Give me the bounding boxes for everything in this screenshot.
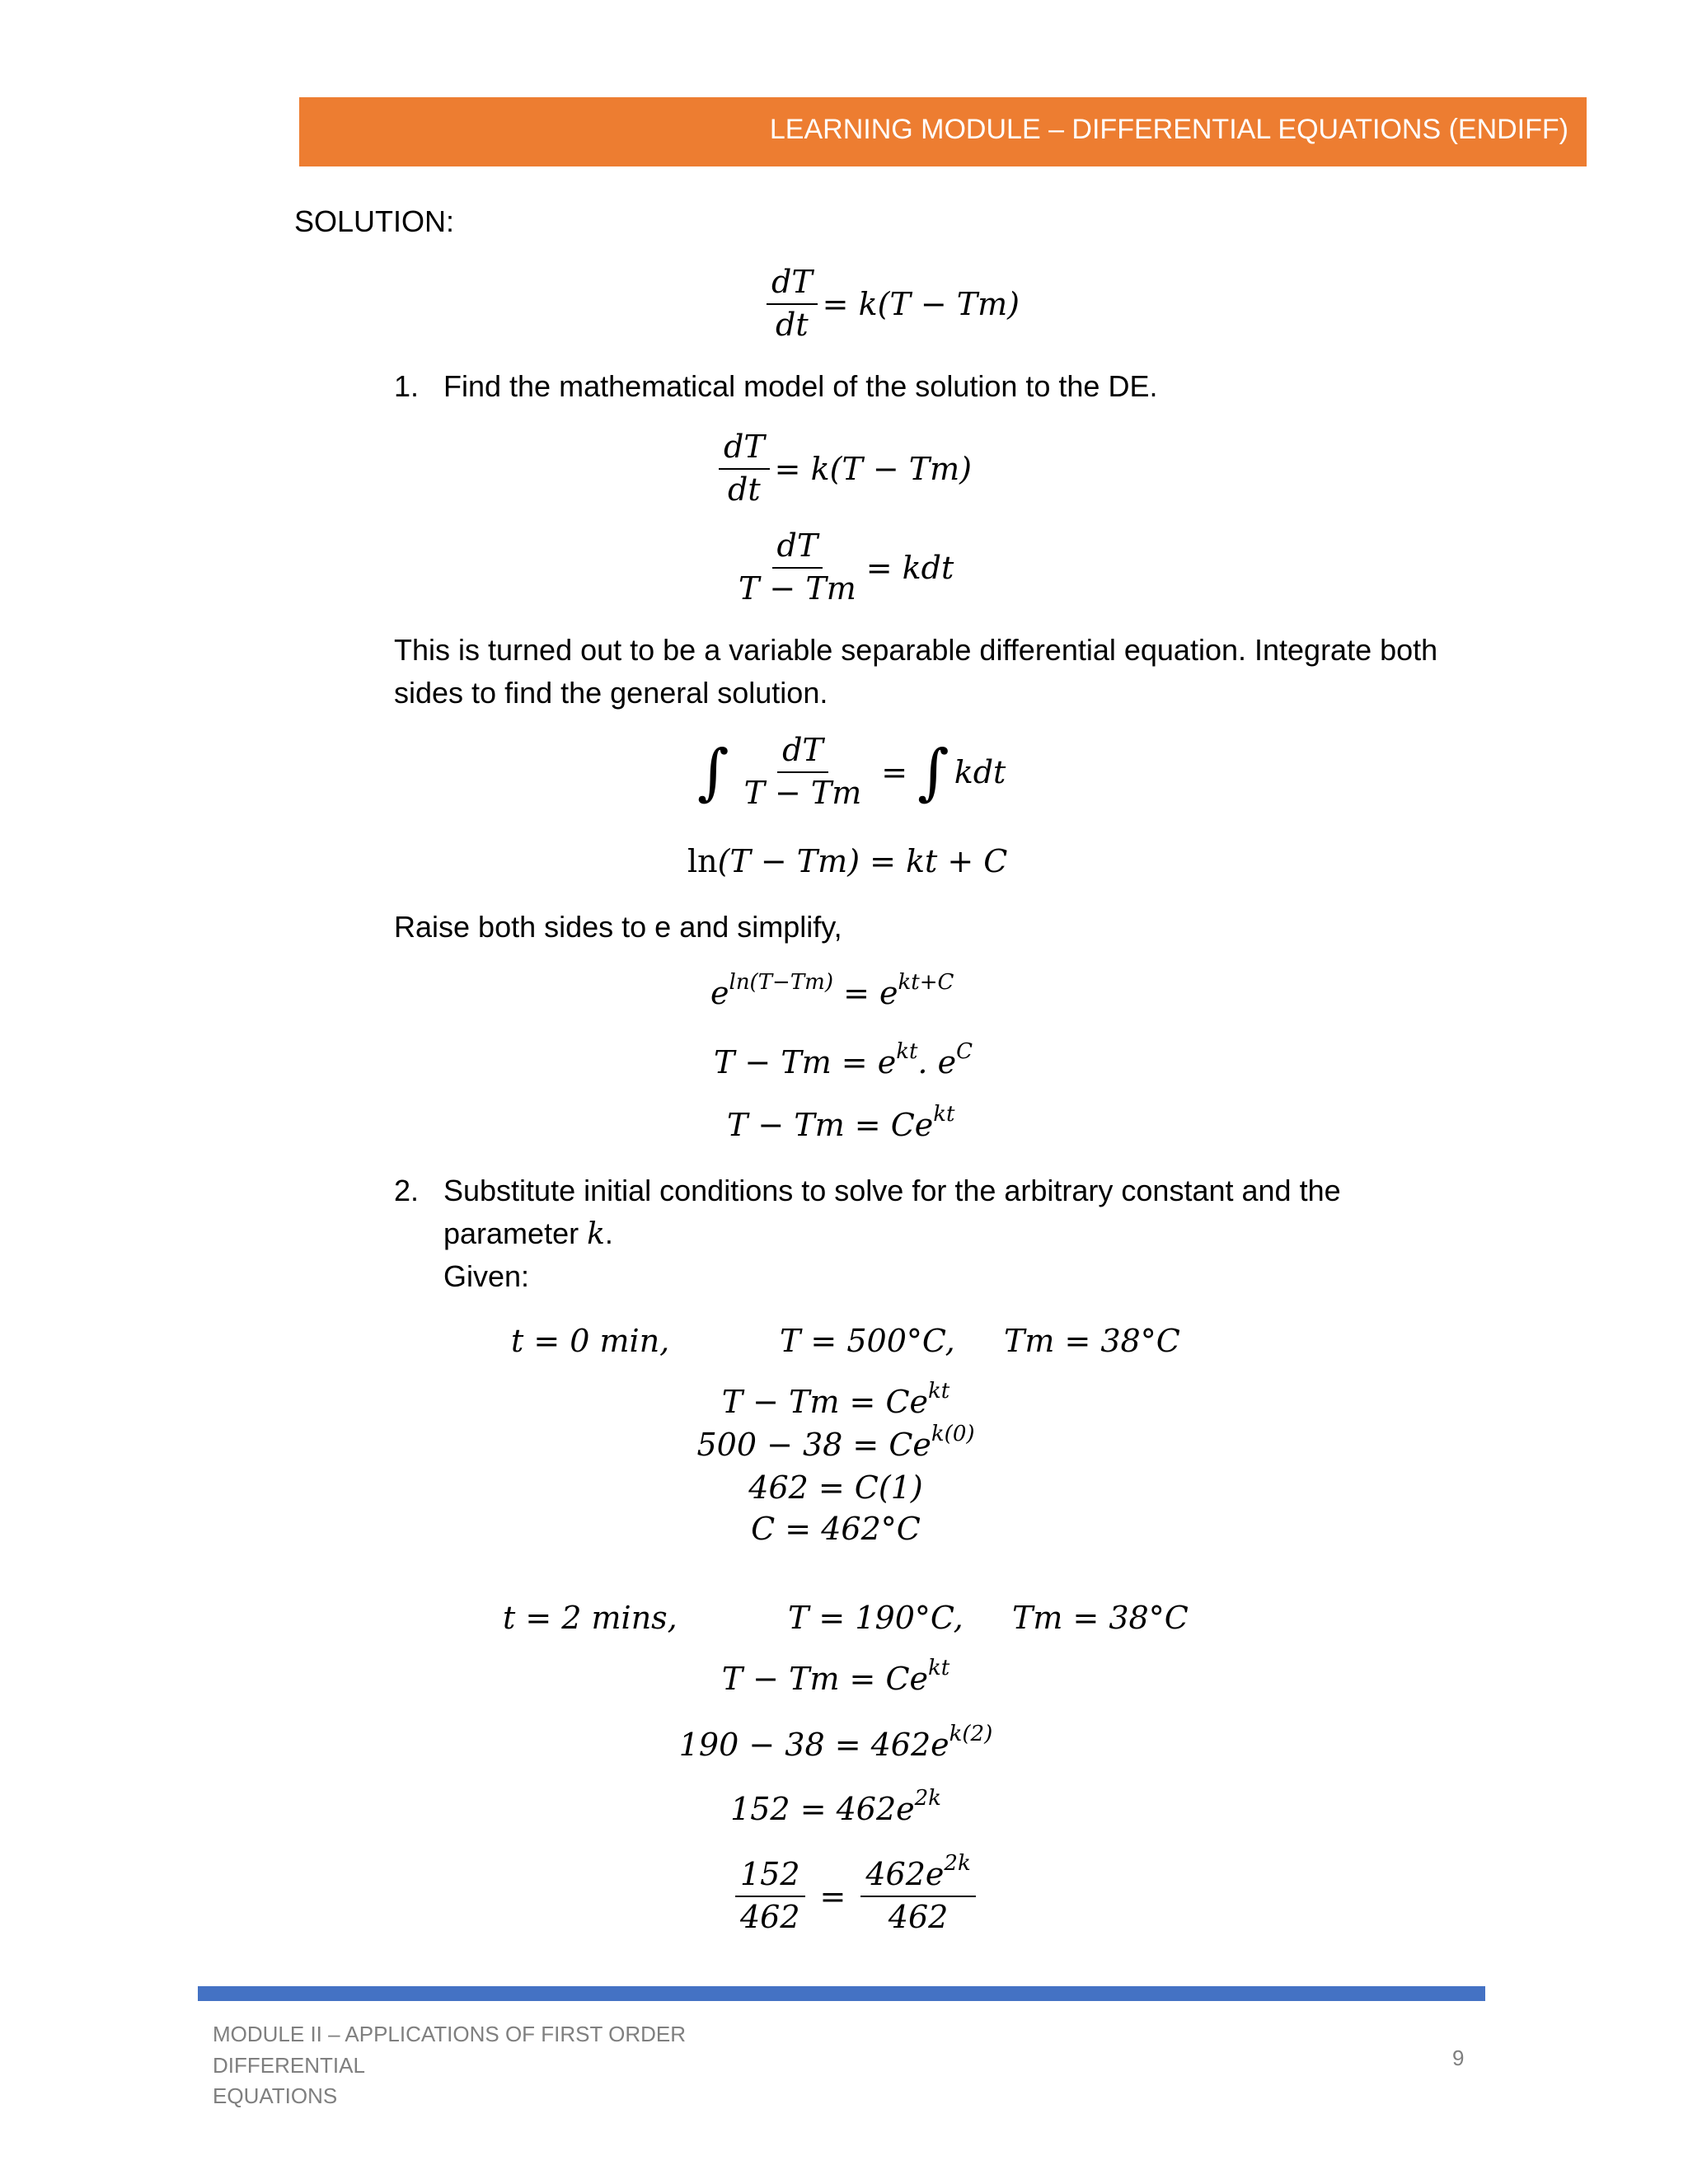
step2-line2	[443, 1216, 613, 1251]
main: 152 = 462e	[730, 1791, 915, 1827]
fraction	[739, 733, 867, 811]
denominator: dt	[728, 471, 761, 508]
given1-t: t = 0 min,	[511, 1323, 670, 1359]
exponent: k(0)	[931, 1422, 975, 1446]
equation-final-fraction	[730, 1851, 981, 1935]
fraction	[719, 430, 770, 508]
rhs: = k(T − Tm)	[822, 285, 1020, 322]
ln-rest: (T − Tm) = kt + C	[717, 843, 1008, 879]
lhs: T − Tm = Ce	[727, 1107, 934, 1143]
numerator: dT	[719, 430, 770, 470]
given2-Tm: Tm = 38°C	[1012, 1600, 1189, 1636]
calc1-line-4	[663, 1511, 1009, 1547]
equation-step1-b	[729, 529, 954, 607]
equation-exp-2	[714, 1039, 973, 1080]
equation-exp-1	[710, 970, 954, 1011]
equals: =	[881, 753, 908, 790]
paragraph-raise: Raise both sides to e and simplify,	[394, 910, 842, 944]
fraction-left	[735, 1858, 805, 1935]
main: 462 = C(1)	[748, 1469, 923, 1506]
exponent: C	[956, 1039, 973, 1064]
step2-line1: Substitute initial conditions to solve for the arbitrary constant and the	[443, 1174, 1341, 1207]
exponent: kt	[896, 1039, 918, 1064]
main: T − Tm = Ce	[721, 1661, 929, 1697]
middle: . e	[917, 1044, 957, 1080]
equation-ln	[687, 843, 1008, 879]
denominator: T − Tm	[743, 774, 862, 811]
fraction	[767, 265, 818, 343]
numerator	[860, 1851, 975, 1897]
rhs: kdt	[954, 753, 1006, 790]
main: 190 − 38 = 462e	[678, 1727, 950, 1763]
ln-operator: ln	[687, 843, 718, 879]
footer-bar	[198, 1986, 1485, 2001]
calc2-line-1	[646, 1656, 1025, 1697]
denominator: T − Tm	[738, 569, 856, 607]
denominator: dt	[776, 306, 809, 343]
step2-number: 2.	[394, 1174, 420, 1207]
exponent: 2k	[944, 1851, 971, 1876]
equals: =	[819, 1877, 846, 1915]
denominator: 462	[888, 1898, 949, 1935]
solution-label: SOLUTION:	[294, 204, 455, 238]
calc2-line-3	[646, 1786, 1025, 1827]
paragraph-separable-line2: sides to find the general solution.	[394, 676, 828, 710]
given1-T: T = 500°C,	[780, 1323, 955, 1359]
calc1-line-2	[663, 1422, 1009, 1463]
numerator: 152	[735, 1858, 805, 1897]
integral-sign: ∫	[697, 736, 729, 808]
step2-line2-end: .	[604, 1216, 613, 1250]
paragraph-separable-line1: This is turned out to be a variable separable differential equation. Integrate both	[394, 633, 1438, 667]
given1-Tm: Tm = 38°C	[1004, 1323, 1180, 1359]
exponent: kt+C	[898, 970, 954, 995]
denominator: 462	[740, 1898, 800, 1935]
exponent: kt	[933, 1102, 955, 1127]
numerator: dT	[767, 265, 818, 305]
fraction	[734, 529, 861, 607]
footer-module-line1: MODULE II – APPLICATIONS OF FIRST ORDER DIFFERENTIAL	[213, 2022, 687, 2078]
numerator: dT	[772, 529, 823, 569]
equation-de	[762, 265, 1020, 343]
calc1-line-3	[663, 1469, 1009, 1506]
header-banner	[299, 97, 1587, 166]
exponent: k(2)	[949, 1722, 993, 1746]
main: C = 462°C	[751, 1511, 921, 1547]
step1-text: Find the mathematical model of the solution to the DE.	[443, 369, 1158, 403]
base: e	[710, 975, 729, 1011]
header-title: LEARNING MODULE – DIFFERENTIAL EQUATIONS (ENDIFF)	[769, 114, 1568, 145]
given2-T: T = 190°C,	[788, 1600, 964, 1636]
equation-exp-3	[727, 1102, 955, 1143]
base: 462e	[865, 1856, 945, 1892]
numerator: dT	[777, 733, 828, 773]
parameter-k: k	[587, 1217, 605, 1251]
page-number: 9	[1452, 2046, 1465, 2070]
exponent: 2k	[914, 1786, 941, 1811]
exponent: ln(T−Tm)	[729, 970, 833, 995]
main: 500 − 38 = Ce	[696, 1427, 931, 1463]
lhs: T − Tm = e	[714, 1044, 897, 1080]
rhs: = kdt	[865, 549, 954, 586]
fraction-right	[860, 1851, 975, 1935]
calc1-line-1	[663, 1379, 1009, 1420]
integral-sign: ∫	[917, 736, 950, 808]
middle: = e	[843, 975, 898, 1011]
main: T − Tm = Ce	[721, 1384, 929, 1420]
footer-module	[213, 2019, 839, 2112]
exponent: kt	[928, 1656, 950, 1680]
calc2-line-2	[646, 1722, 1025, 1763]
footer-module-line2: EQUATIONS	[213, 2083, 338, 2109]
exponent: kt	[928, 1379, 950, 1404]
step1-number: 1.	[394, 369, 420, 403]
given-label: Given:	[443, 1259, 530, 1293]
rhs: = k(T − Tm)	[774, 450, 972, 487]
given2-t: t = 2 mins,	[503, 1600, 678, 1636]
equation-integral	[697, 733, 1006, 811]
equation-step1-a	[714, 430, 972, 508]
step2-line2-text: parameter	[443, 1216, 588, 1250]
